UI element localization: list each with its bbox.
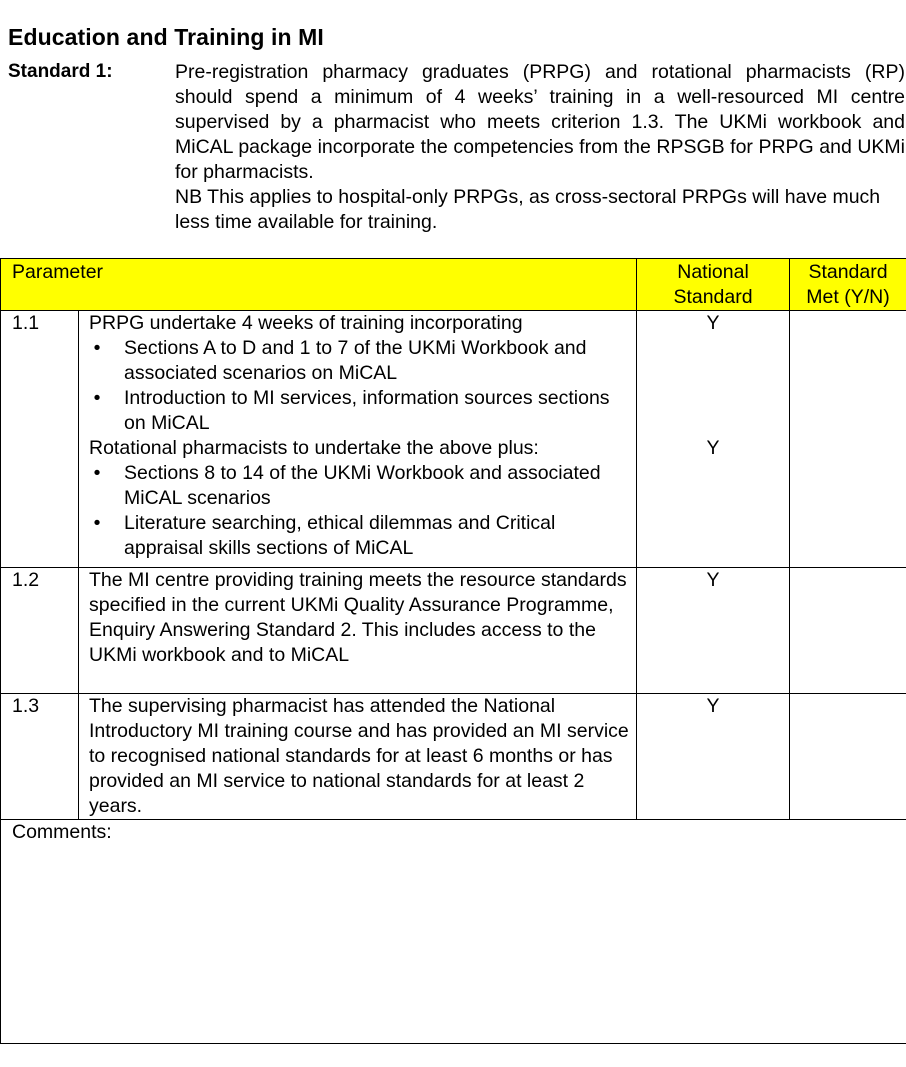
row-description: The MI centre providing training meets the resource standards specified in the current UKMi Quality Assurance Programme, Enquiry Answering Standard 2. This includes access to the UKMi workbook and to MiCAL [79, 568, 637, 694]
standard-met-cell[interactable] [790, 694, 906, 820]
national-standard-value: Y [637, 568, 790, 694]
national-standard-cell [637, 311, 790, 568]
row-number: 1.2 [1, 568, 79, 694]
table-row-1-2 [1, 568, 906, 694]
bullet-icon: • [93, 462, 101, 484]
header-national-standard: National Standard [637, 259, 790, 311]
standards-table [0, 258, 906, 1044]
bullet-icon: • [93, 387, 101, 409]
table-row-1-1 [1, 311, 906, 568]
national-standard-value: Y [637, 694, 790, 820]
standard-description [175, 60, 905, 235]
row-number: 1.3 [1, 694, 79, 820]
standard-label: Standard 1: [8, 61, 113, 82]
standard-text: Pre-registration pharmacy graduates (PRPG) and rotational pharmacists (RP) should spend a minimum of 4 weeks’ training in a well-resourced MI centre supervised by a pharmacist who meets criterion 1.3. The UKMi workbook and MiCAL package incorporate the competencies from the RPSGB for PRPG and UKMi for pharmacists. [175, 61, 905, 183]
bullet-icon: • [93, 337, 101, 359]
header-standard-met: Standard Met (Y/N) [790, 259, 906, 311]
comments-label: Comments: [12, 821, 112, 843]
comments-field[interactable] [1, 820, 906, 1044]
bullet-icon: • [93, 512, 101, 534]
nb-note: NB This applies to hospital-only PRPGs, as cross-sectoral PRPGs will have much less time available for training. [175, 186, 881, 233]
standard-met-cell[interactable] [790, 311, 906, 568]
row-description [79, 311, 637, 568]
page-title: Education and Training in MI [8, 24, 324, 50]
list-item: • Sections 8 to 14 of the UKMi Workbook and associated MiCAL scenarios [89, 461, 630, 511]
row-intro-rotational: Rotational pharmacists to undertake the above plus: [89, 437, 539, 459]
table-header-row [1, 259, 906, 311]
comments-row [1, 820, 906, 1044]
standard-met-cell[interactable] [790, 568, 906, 694]
list-item: • Introduction to MI services, information sources sections on MiCAL [89, 386, 630, 436]
table-row-1-3 [1, 694, 906, 820]
list-item: • Literature searching, ethical dilemmas and Critical appraisal skills sections of MiCAL [89, 511, 630, 561]
row-intro: PRPG undertake 4 weeks of training incorporating [89, 312, 523, 334]
bullet-list-rotational [89, 461, 630, 561]
row-number: 1.1 [1, 311, 79, 568]
header-parameter: Parameter [1, 259, 637, 311]
bullet-list-prpg [89, 336, 630, 436]
national-standard-value: Y [706, 437, 720, 459]
list-item: • Sections A to D and 1 to 7 of the UKMi Workbook and associated scenarios on MiCAL [89, 336, 630, 386]
row-description: The supervising pharmacist has attended the National Introductory MI training course and has provided an MI service to recognised national standards for at least 6 months or has provided an MI service to national standards for at least 2 years. [79, 694, 637, 820]
national-standard-value: Y [706, 312, 720, 334]
